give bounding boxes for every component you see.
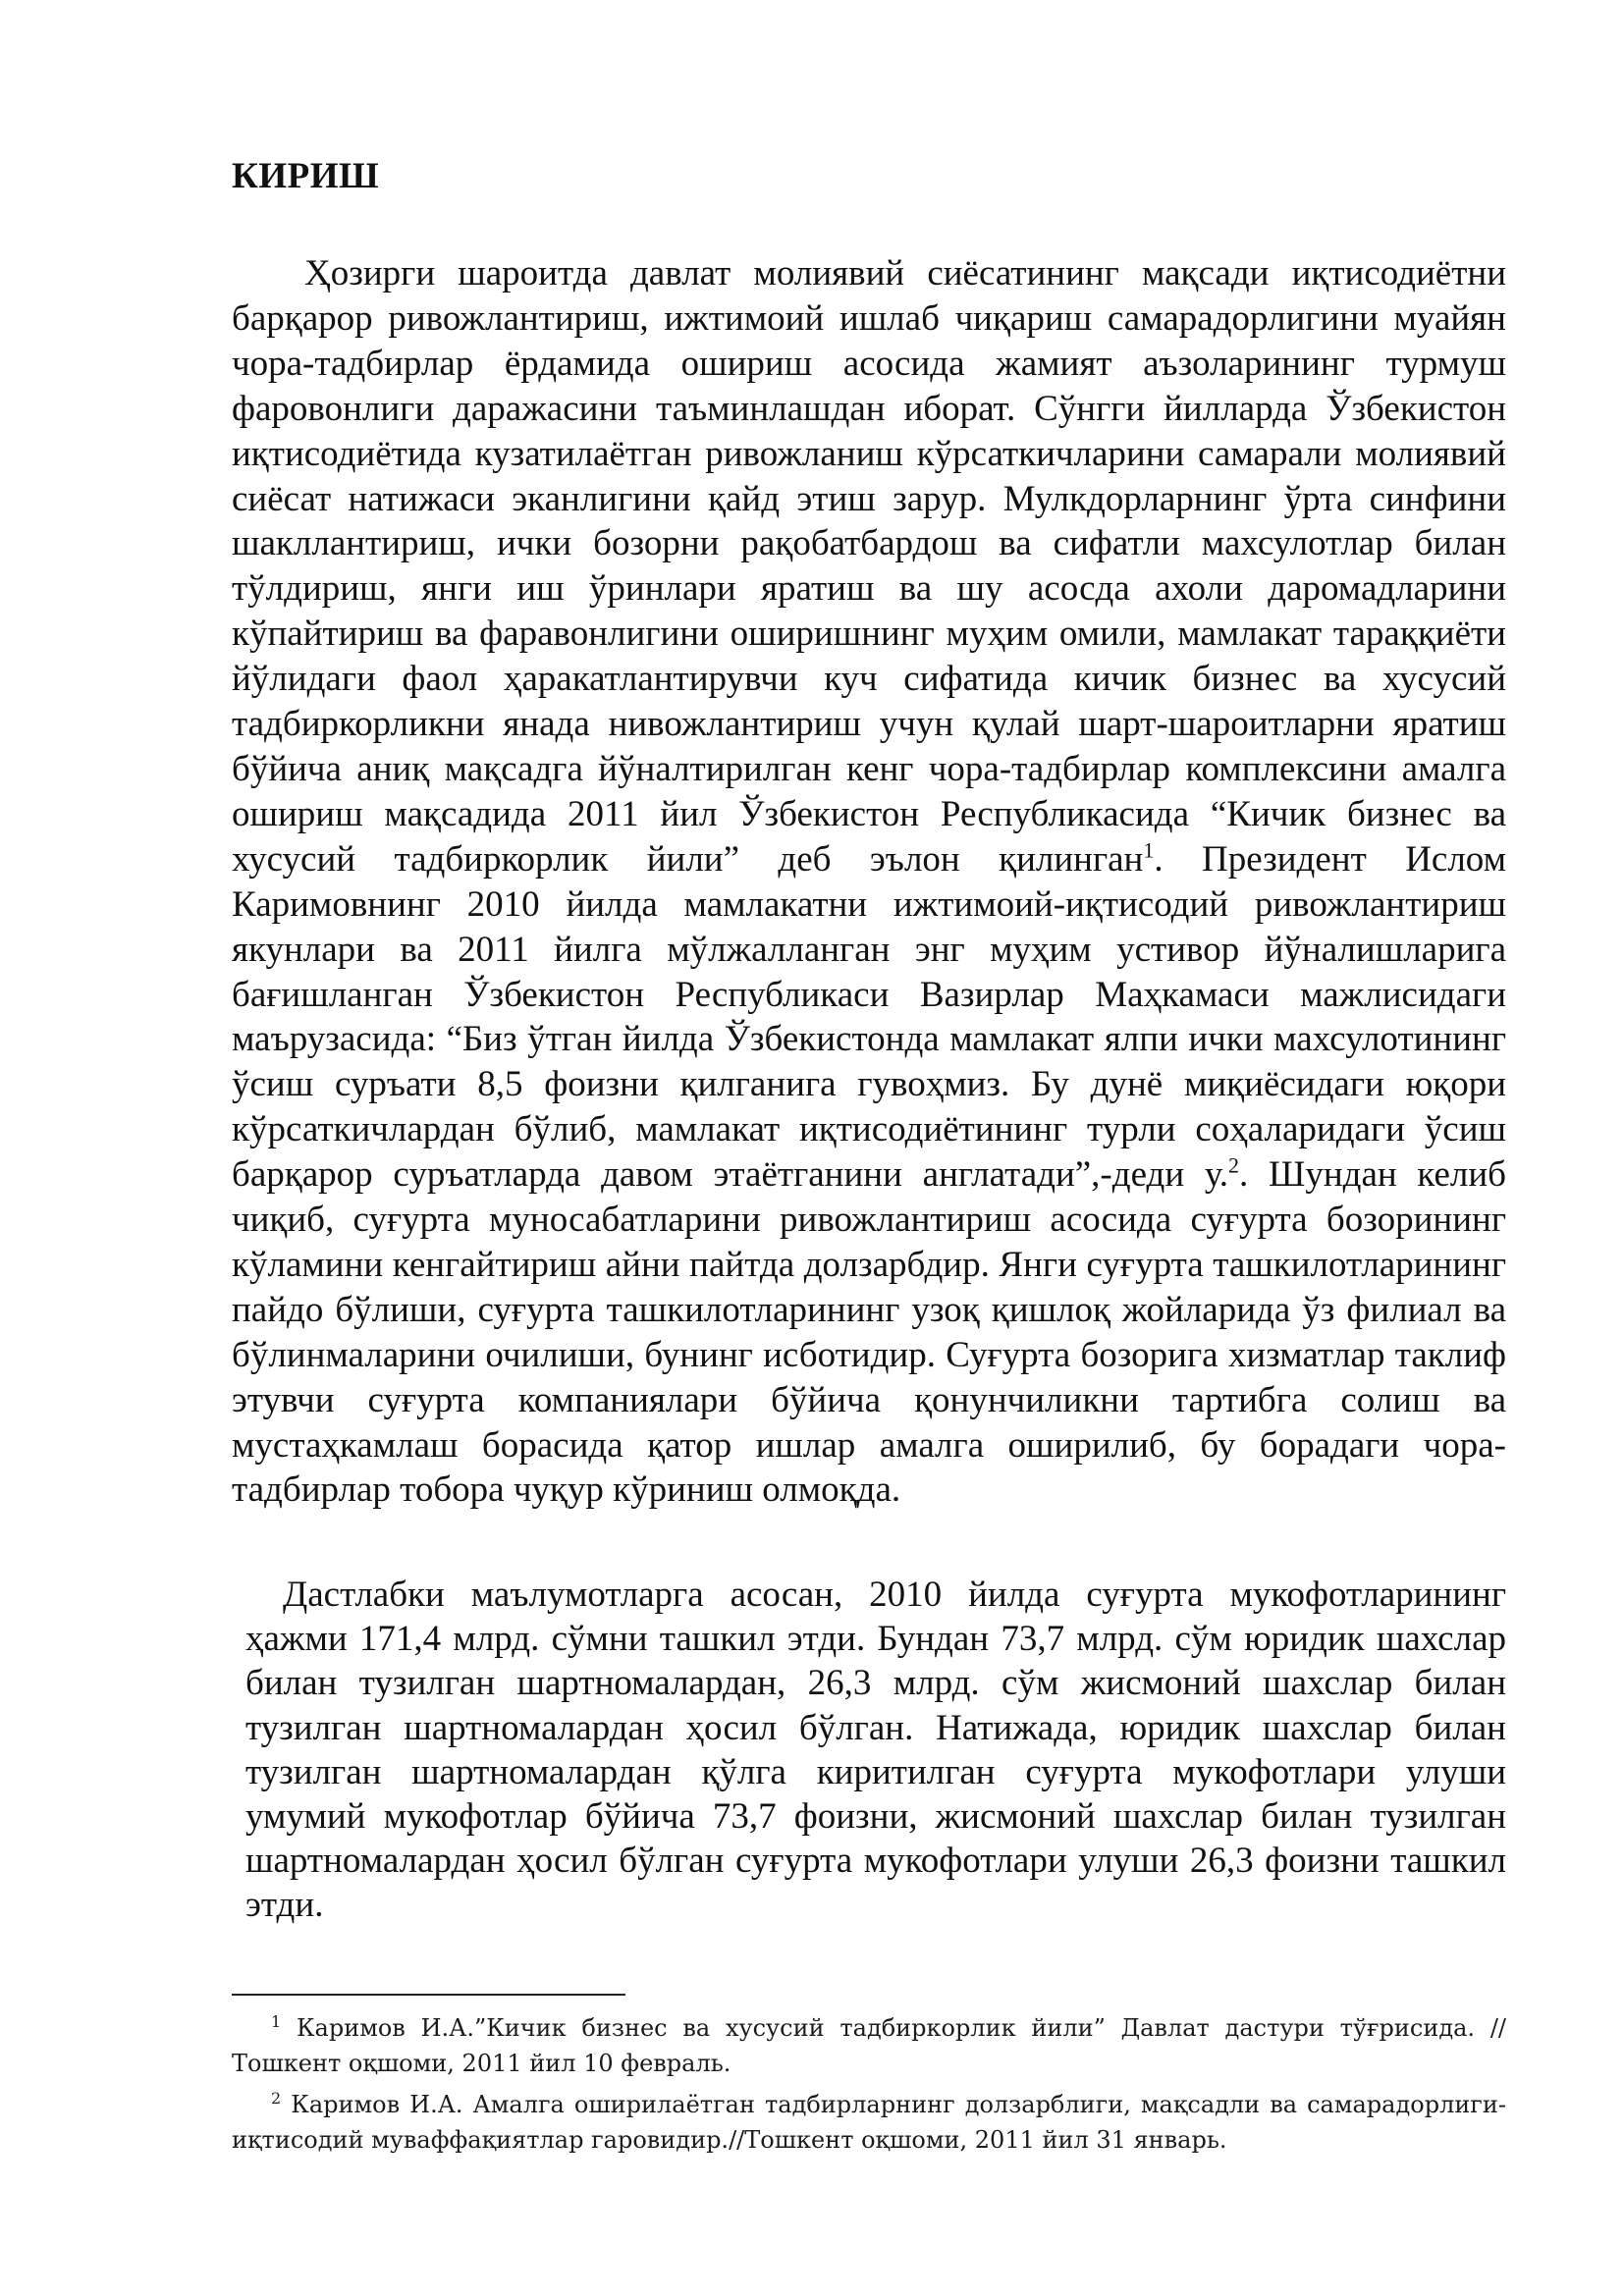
- footnotes: [232, 2010, 1506, 2163]
- footnote-ref-2[interactable]: 2: [1227, 1152, 1239, 1178]
- body-paragraph-2: Дастлабки маълумотларга асосан, 2010 йилда суғурта мукофотларининг ҳажми 171,4 млрд. сўмни ташкил этди. Бундан 73,7 млрд. сўм юридик шахслар билан тузилган шартномалардан, 26,3 млрд. сўм жисмоний шахслар билан тузилган шартномалардан ҳосил бўлган. Натижада, юридик шахслар билан тузилган шартномалардан қўлга киритилган суғурта мукофотлари улуши умумий мукофотлар бўйича 73,7 фоизни, жисмоний шахслар билан тузилган шартномалардан ҳосил бўлган суғурта мукофотлари улуши 26,3 фоизни ташкил этди.: [245, 1575, 1506, 1926]
- paragraph-1-text-c: . Шундан келиб чиқиб, суғурта муносабатларини ривожлантириш асосида суғурта бозорининг кўламини кенгайтириш айни пайтда долзарбдир. Янги суғурта ташкилотларининг пайдо бўлиши, суғурта ташкилотларининг узоқ қишлоқ жойларида ўз филиал ва бўлинмаларини очилиши, бунинг исботидир. Суғурта бозорига хизматлар таклиф этувчи суғурта компаниялари бўйича қонунчиликни тартибга солиш ва мустаҳкамлаш борасида қатор ишлар амалга оширилиб, бу борадаги чора-тадбирлар тобора чуқур кўриниш олмоқда.: [232, 1154, 1507, 1511]
- footnote-1-mark: 1: [271, 2012, 282, 2031]
- footnote-2: [232, 2087, 1506, 2158]
- body-paragraph-1: [232, 251, 1506, 1513]
- footnote-1: [232, 2010, 1506, 2081]
- footnote-2-mark: 2: [271, 2089, 282, 2108]
- footnote-ref-1[interactable]: 1: [1143, 837, 1155, 863]
- section-heading: КИРИШ: [232, 156, 380, 196]
- footnote-2-text: Каримов И.А. Амалга оширилаётган тадбирларнинг долзарблиги, мақсадли ва самарадорлиги-иқтисодий муваффақиятлар гаровидир.//Тошкент оқшоми, 2011 йил 31 январь.: [232, 2091, 1506, 2154]
- footnote-separator: [232, 1994, 625, 1996]
- footnote-1-text: Каримов И.А.”Кичик бизнес ва хусусий тадбиркорлик йили” Давлат дастури тўғрисида. //Тошкент оқшоми, 2011 йил 10 февраль.: [232, 2014, 1506, 2077]
- paragraph-1-text-b: . Президент Ислом Каримовнинг 2010 йилда мамлакатни ижтимоий-иқтисодий ривожлантириш якунлари ва 2011 йилга мўлжалланган энг муҳим устивор йўналишларига бағишланган Ўзбекистон Республикаси Вазирлар Маҳкамаси мажлисидаги маърузасида: “Биз ўтган йилда Ўзбекистонда мамлакат ялпи ички махсулотининг ўсиш суръати 8,5 фоизни қилганига гувоҳмиз. Бу дунё миқиёсидаги юқори кўрсаткичлардан бўлиб, мамлакат иқтисодиётининг турли соҳаларидаги ўсиш барқарор суръатларда давом этаётганини англатади”,-деди у.: [232, 838, 1507, 1196]
- paragraph-1-text-a: Ҳозирги шароитда давлат молиявий сиёсатининг мақсади иқтисодиётни барқарор ривожлантириш, ижтимоий ишлаб чиқариш самарадорлигини муайян чора-тадбирлар ёрдамида ошириш асосида жамият аъзоларининг турмуш фаровонлиги даражасини таъминлашдан иборат. Сўнгги йилларда Ўзбекистон иқтисодиётида кузатилаётган ривожланиш кўрсаткичларини самарали молиявий сиёсат натижаси эканлигини қайд этиш зарур. Мулкдорларнинг ўрта синфини шакллантириш, ички бозорни рақобатбардош ва сифатли махсулотлар билан тўлдириш, янги иш ўринлари яратиш ва шу асосда ахоли даромадларини кўпайтириш ва фаравонлигини оширишнинг муҳим омили, мамлакат тараққиёти йўлидаги фаол ҳаракатлантирувчи куч сифатида кичик бизнес ва хусусий тадбиркорликни янада нивожлантириш учун қулай шарт-шароитларни яратиш бўйича аниқ мақсадга йўналтирилган кенг чора-тадбирлар комплексини амалга ошириш мақсадида 2011 йил Ўзбекистон Республикасида “Кичик бизнес ва хусусий тадбиркорлик йили” деб эълон қилинган: [232, 253, 1506, 880]
